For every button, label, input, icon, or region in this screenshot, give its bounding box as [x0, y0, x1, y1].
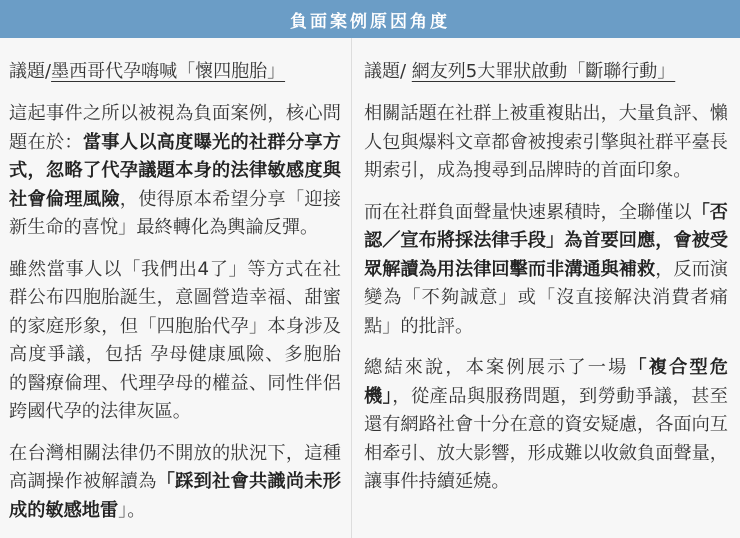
paragraphs: [364, 100, 728, 497]
text: ，從產品與服務問題，到勞動爭議，甚至還有網路社會十分在意的資安疑慮，各面向互相牽引、放大影響，形成難以收斂負面聲量，讓事件持續延燒。: [364, 385, 728, 492]
text: ，反而演變為「不夠誠意」或「沒直接解決消費者痛點」的批評。: [364, 258, 728, 337]
paragraph: [9, 256, 341, 427]
bold-text: 當事人以高度曝光的社群分享方式，忽略了代孕議題本身的法律敏感度與社會倫理風險: [9, 131, 341, 210]
topic-line: [9, 58, 341, 86]
right-column: [352, 38, 740, 538]
topic-link[interactable]: 網友列5大罪狀啟動「斷聯行動」: [411, 61, 676, 82]
text: 相關話題在社群上被重複貼出，大量負評、懶人包與爆料文章都會被搜索引擎與社群平臺長期索引，成為搜尋到品牌時的首面印象。: [364, 103, 728, 181]
paragraph: [9, 100, 341, 243]
topic-prefix: 議題/: [364, 61, 412, 82]
text: 雖然當事人以「我們出4了」等方式在社群公布四胞胎誕生，意圖營造幸福、甜蜜的家庭形象，但「四胞胎代孕」本身涉及高度爭議，包括 孕母健康風險、多胞胎的醫療倫理、代理孕母的權益、同性伴侶跨國代孕的法律灰區。: [9, 258, 341, 422]
table-header: [0, 0, 740, 38]
text: 總結來說，本案例展示了一場: [364, 357, 629, 378]
text: 而在社群負面聲量快速累積時，全聯僅以: [364, 201, 692, 223]
comparison-table: [0, 38, 740, 538]
paragraphs: [9, 100, 341, 525]
topic-link[interactable]: 墨西哥代孕嗨喊「懷四胞胎」: [51, 61, 286, 82]
paragraph: [364, 354, 728, 497]
paragraph: [9, 440, 341, 526]
paragraph: [364, 100, 728, 186]
left-column: [0, 38, 352, 538]
bold-text: 「複合型危機」: [364, 357, 728, 407]
text: ，使得原本希望分享「迎接新生命的喜悅」最終轉化為輿論反彈。: [9, 188, 341, 238]
paragraph: [364, 199, 728, 342]
bold-text: 「否認／宣布將採法律手段」為首要回應，會被受眾解讀為用法律回擊而非溝通與補救: [364, 201, 728, 280]
topic-line: [364, 58, 728, 86]
bold-text: 「踩到社會共識尚未形成的敏感地雷: [9, 471, 341, 521]
table-title: 負面案例原因角度: [290, 11, 450, 32]
text: 在台灣相關法律仍不開放的狀況下，這種高調操作被解讀為: [9, 442, 341, 492]
text: 」。: [118, 499, 146, 521]
topic-prefix: 議題/: [9, 61, 52, 82]
text: 這起事件之所以被視為負面案例，核心問題在於：: [9, 103, 341, 153]
